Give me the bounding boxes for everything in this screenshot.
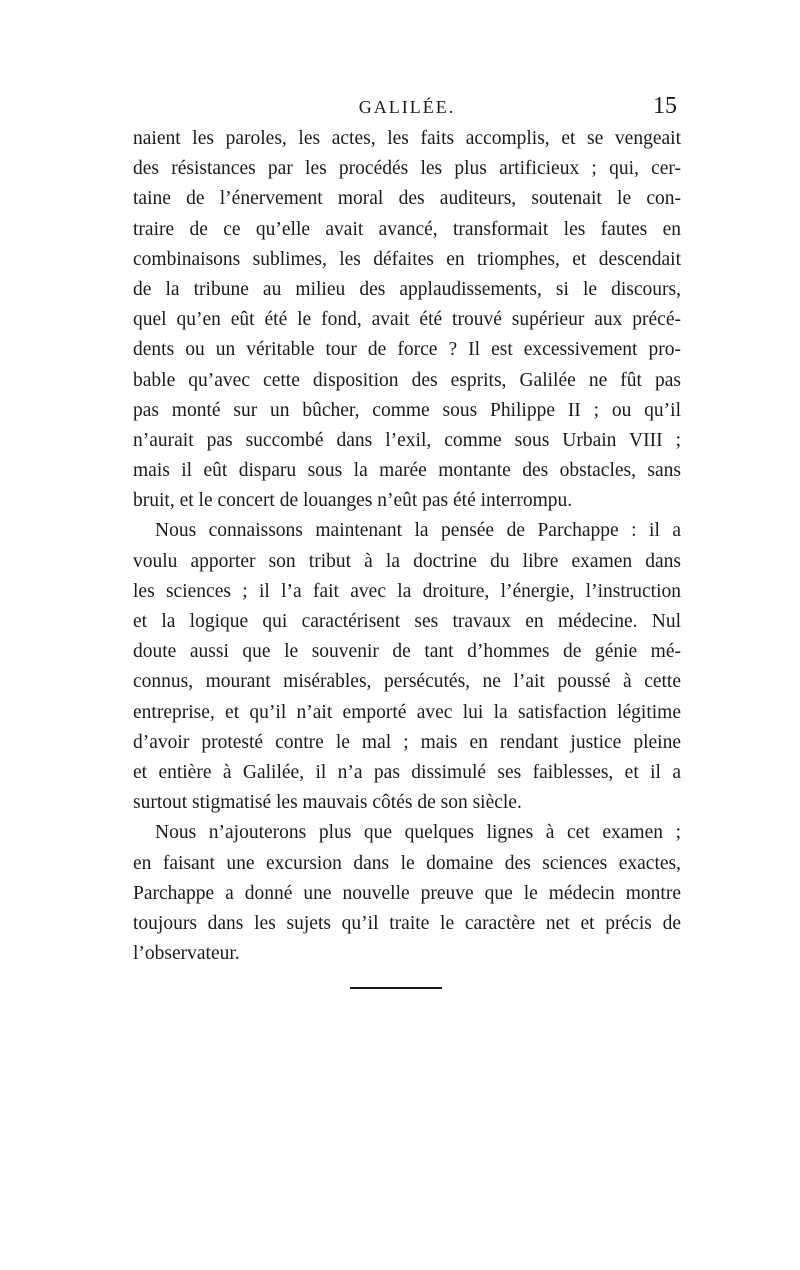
section-end-rule bbox=[350, 987, 442, 989]
text-line: entreprise, et qu’il n’ait emporté avec lui la satisfaction légitime bbox=[133, 701, 681, 723]
running-title: GALILÉE. bbox=[358, 97, 456, 117]
text-line: connus, mourant misérables, persécutés, ne l’ait poussé à cette bbox=[133, 671, 681, 693]
text-line: de la tribune au milieu des applaudissements, si le discours, bbox=[133, 278, 681, 300]
text-line: n’aurait pas succombé dans l’exil, comme sous Urbain VIII ; bbox=[133, 429, 681, 451]
text-line: quel qu’en eût été le fond, avait été trouvé supérieur aux précé- bbox=[133, 309, 681, 331]
text-line: des résistances par les procédés les plus artificieux ; qui, cer- bbox=[133, 158, 681, 180]
text-line: en faisant une excursion dans le domaine des sciences exactes, bbox=[133, 852, 681, 874]
text-line: doute aussi que le souvenir de tant d’hommes de génie mé- bbox=[133, 641, 681, 663]
text-line: bable qu’avec cette disposition des esprits, Galilée ne fût pas bbox=[133, 369, 681, 391]
text-line: pas monté sur un bûcher, comme sous Philippe II ; ou qu’il bbox=[133, 399, 681, 421]
text-line: voulu apporter son tribut à la doctrine du libre examen dans bbox=[133, 550, 681, 572]
body-text bbox=[133, 124, 681, 969]
text-line: Nous connaissons maintenant la pensée de Parchappe : il a bbox=[155, 520, 681, 542]
text-line: combinaisons sublimes, les défaites en triomphes, et descendait bbox=[133, 248, 681, 270]
text-line: naient les paroles, les actes, les faits accomplis, et se vengeait bbox=[133, 128, 681, 149]
text-line: surtout stigmatisé les mauvais côtés de son siècle. bbox=[133, 792, 522, 814]
text-line: et la logique qui caractérisent ses travaux en médecine. Nul bbox=[133, 611, 681, 632]
text-line: et entière à Galilée, il n’a pas dissimulé ses faiblesses, et il a bbox=[133, 761, 681, 783]
text-line: dents ou un véritable tour de force ? Il est excessivement pro- bbox=[133, 339, 681, 361]
text-line: toujours dans les sujets qu’il traite le caractère net et précis de bbox=[133, 912, 681, 934]
text-line: Nous n’ajouterons plus que quelques lignes à cet examen ; bbox=[155, 822, 681, 844]
text-line: les sciences ; il l’a fait avec la droiture, l’énergie, l’instruction bbox=[133, 580, 681, 602]
paragraph-2 bbox=[133, 516, 681, 818]
text-line: taine de l’énervement moral des auditeurs, soutenait le con- bbox=[133, 188, 681, 210]
text-line: Parchappe a donné une nouvelle preuve que le médecin montre bbox=[133, 882, 681, 904]
text-line: mais il eût disparu sous la marée montante des obstacles, sans bbox=[133, 460, 681, 482]
text-line: traire de ce qu’elle avait avancé, transformait les fautes en bbox=[133, 218, 681, 240]
text-line: l’observateur. bbox=[133, 943, 240, 965]
paragraph-3 bbox=[133, 818, 681, 969]
page-number: 15 bbox=[653, 93, 677, 119]
text-line: d’avoir protesté contre le mal ; mais en rendant justice pleine bbox=[133, 731, 681, 753]
text-line: bruit, et le concert de louanges n’eût pas été interrompu. bbox=[133, 490, 573, 512]
paragraph-1 bbox=[133, 124, 681, 516]
running-head bbox=[133, 92, 681, 122]
